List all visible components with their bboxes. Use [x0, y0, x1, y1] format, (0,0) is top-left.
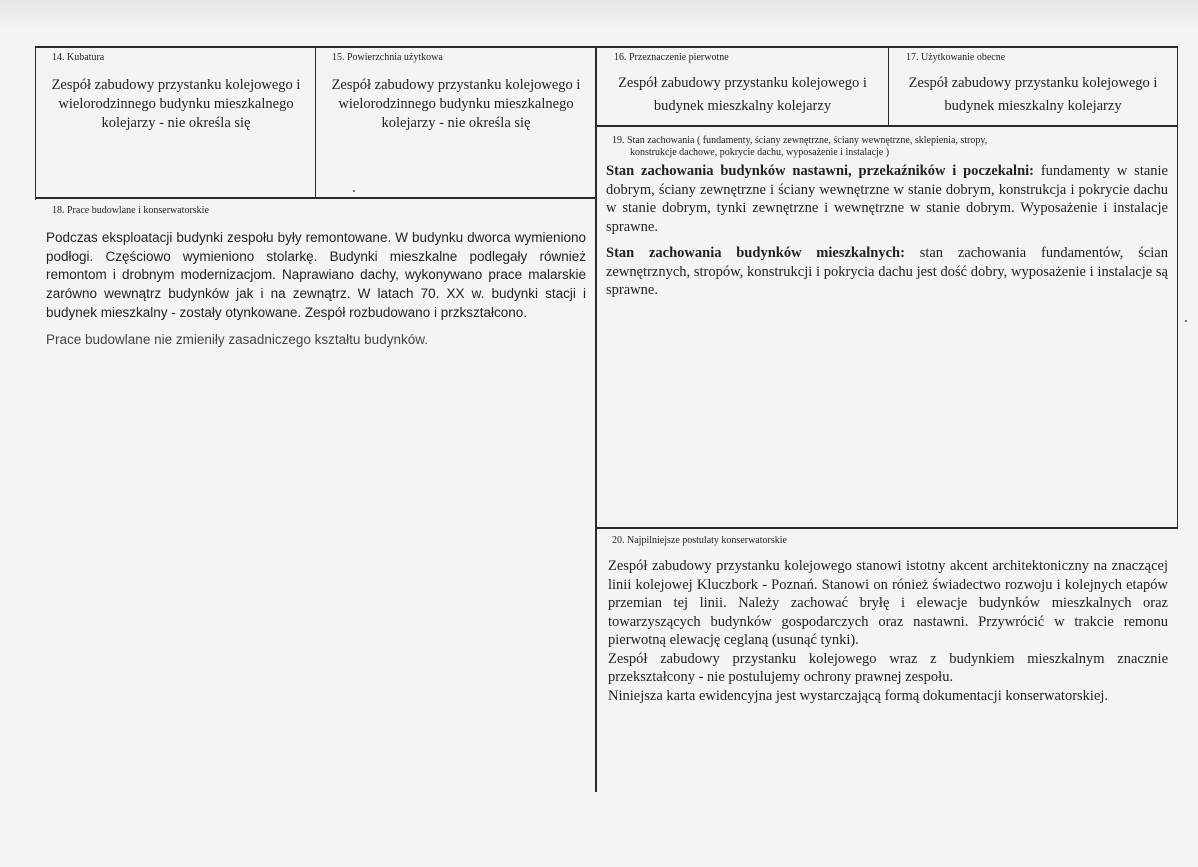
- stan-paragraph-1: [606, 162, 1168, 236]
- powierzchnia-label: 15. Powierzchnia użytkowa: [332, 52, 443, 63]
- scan-speck: [1185, 320, 1187, 322]
- postulaty-paragraph-1: Zespół zabudowy przystanku kolejowego stanowi istotny akcent architektoniczny na znaczącej linii kolejowej Kluczbork - Poznań. Stanowi on rónież świadectwo rozwoju i kolejnych etapów przemian tej linii. Należy zachować bryłę i elewacje budynków mieszkalnych oraz towarzyszących budynków gospodarczych oraz nastawni. Przywrócić w trakcie remonu pierwotną elewację ceglaną (usunąć tynki).: [608, 558, 1168, 648]
- przeznaczenie-value: Zespół zabudowy przystanku kolejowego i budynek mieszkalny kolejarzy: [618, 75, 867, 114]
- scan-speck: [353, 190, 355, 192]
- cell-prace-budowlane: [46, 205, 586, 765]
- stan-label-line2: konstrukcje dachowe, pokrycie dachu, wyposażenie i instalacje ): [630, 147, 890, 158]
- stan-text: [606, 162, 1168, 300]
- prace-paragraph-2: Prace budowlane nie zmieniły zasadniczego kształtu budynków.: [46, 331, 428, 347]
- postulaty-paragraph-3: Niniejsza karta ewidencyjna jest wystarczającą formą dokumentacji konserwatorskiej.: [608, 687, 1109, 704]
- stan-text-nastawni: fundamenty w stanie dobrym, ściany zewnętrzne i ściany wewnętrzne w stanie dobrym, konstrukcja i pokrycie dachu w stanie dobrym, tynki zewnętrzne i wewnętrzne w stanie dobrym. Wyposażenie i instalacje sprawne.: [606, 163, 1168, 235]
- cell-powierzchnia: [320, 52, 592, 192]
- cell-kubatura: [40, 52, 312, 192]
- cell-stan-zachowania: [606, 135, 1168, 520]
- kubatura-value: Zespół zabudowy przystanku kolejowego i wielorodzinnego budynku mieszkalnego kolejarzy - nie określa się: [51, 77, 301, 131]
- stan-text-mieszkalnych: stan zachowania fundamentów, ścian zewnętrznych, stropów, konstrukcji i pokrycia dachu jest dość dobry, wyposażenie i instalacje są sprawne.: [606, 245, 1168, 298]
- scan-top-edge: [0, 0, 1198, 30]
- right-rule: [1177, 46, 1178, 528]
- postulaty-paragraph-2: Zespół zabudowy przystanku kolejowego wraz z budynkiem mieszkalnym znacznie przekształcony - nie postulujemy ochrony prawnej zespołu.: [608, 650, 1168, 685]
- rule-below-14-15: [35, 197, 596, 199]
- prace-text: [46, 229, 586, 349]
- rule-below-19: [595, 527, 1178, 529]
- stan-paragraph-2: [606, 244, 1168, 300]
- kubatura-label: 14. Kubatura: [52, 52, 105, 63]
- uzytkowanie-value: Zespół zabudowy przystanku kolejowego i budynek mieszkalny kolejarzy: [908, 75, 1158, 114]
- prace-paragraph-1: Podczas eksploatacji budynki zespołu były remontowane. W budynku dworca wymieniono podłogi. Częściowo wymieniono stolarkę. Budynki mieszkalne podlegały również remontom i drobnym modernizacjom. Naprawiano dachy, wykonywano prace malarskie zarówno wewnątrz budynków jak i na zewnątrz. W latach 70. XX w. budynki stacji i budynek mieszkalny - zostały otynkowane. Zespół rozbudowano i przkształcono.: [46, 230, 586, 320]
- left-rule: [35, 46, 36, 200]
- uzytkowanie-label: 17. Użytkowanie obecne: [906, 52, 1006, 63]
- cell-przeznaczenie: [600, 52, 885, 122]
- powierzchnia-value: Zespół zabudowy przystanku kolejowego i wielorodzinnego budynku mieszkalnego kolejarzy - nie określa się: [331, 77, 581, 131]
- prace-label: 18. Prace budowlane i konserwatorskie: [52, 205, 209, 216]
- divider-center: [595, 46, 597, 792]
- stan-heading-nastawni: Stan zachowania budynków nastawni, przekaźników i poczekalni:: [606, 163, 1035, 179]
- top-rule: [35, 46, 1178, 48]
- divider-14-15: [315, 46, 316, 198]
- postulaty-text: [608, 557, 1168, 705]
- rule-below-16-17: [595, 125, 1178, 127]
- divider-16-17: [888, 46, 889, 126]
- cell-postulaty: [608, 535, 1168, 785]
- stan-heading-mieszkalnych: Stan zachowania budynków mieszkalnych:: [606, 245, 905, 261]
- stan-label-line1: 19. Stan zachowania ( fundamenty, ściany zewnętrzne, ściany wewnętrzne, sklepienia, stropy,: [612, 135, 988, 146]
- cell-uzytkowanie: [892, 52, 1174, 122]
- postulaty-label: 20. Najpilniejsze postulaty konserwatorskie: [612, 535, 787, 546]
- przeznaczenie-label: 16. Przeznaczenie pierwotne: [614, 52, 729, 63]
